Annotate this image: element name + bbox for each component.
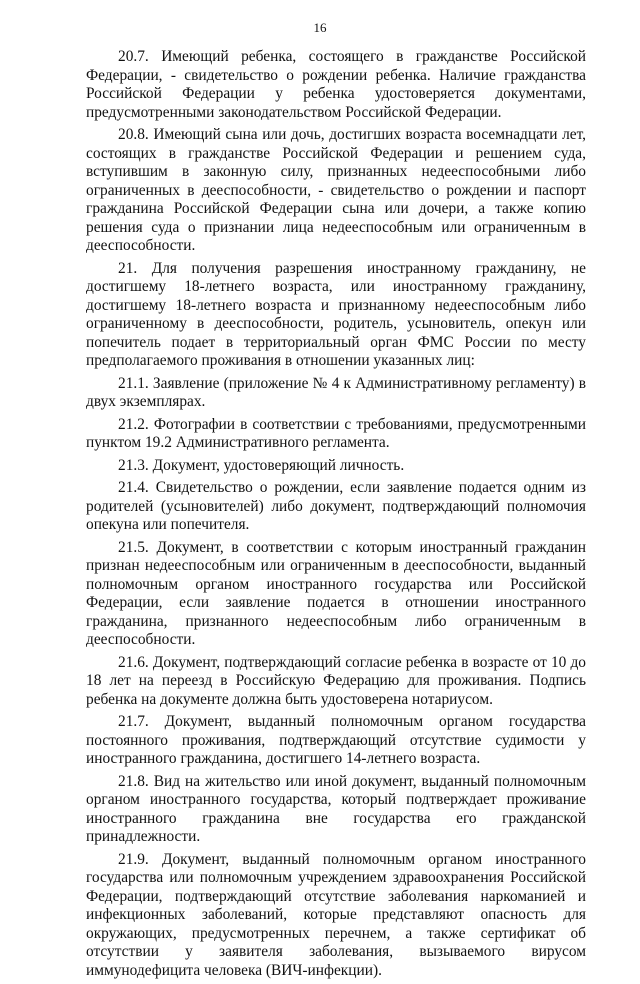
paragraph-20-7: 20.7. Имеющий ребенка, состоящего в гражданстве Российской Федерации, - свидетельство о рождении ребенка. Наличие гражданства Российской Федерации у ребенка удостоверяется документами, предусмотренными законодательством Российской Федерации. [86,48,586,121]
paragraph-21-6: 21.6. Документ, подтверждающий согласие ребенка в возрасте от 10 до 18 лет на переезд в Российскую Федерацию для проживания. Подпись ребенка на документе должна быть удостоверена нотариусом. [86,653,586,708]
paragraph-21-9: 21.9. Документ, выданный полномочным органом иностранного государства или полномочным учреждением здравоохранения Российской Федерации, подтверждающий отсутствие заболевания наркоманией и инфекционных заболеваний, которые представляют опасность для окружающих, предусмотренных перечнем, а также сертификат об отсутствии у заявителя заболевания, вызываемого вирусом иммунодефицита человека (ВИЧ-инфекции). [86,850,586,979]
paragraph-21-3: 21.3. Документ, удостоверяющий личность. [118,456,405,474]
page-number: 16 [313,20,327,35]
document-body [86,48,586,984]
paragraph-20-8: 20.8. Имеющий сына или дочь, достигших возраста восемнадцати лет, состоящих в гражданстве Российской Федерации и решением суда, вступившим в законную силу, признанных недееспособными либо ограниченных в дееспособности, - свидетельство о рождении и паспорт гражданина Российской Федерации сына или дочери, а также копию решения суда о признании лица недееспособным или ограниченным в дееспособности. [86,126,586,254]
paragraph-21-7: 21.7. Документ, выданный полномочным органом государства постоянного проживания, подтверждающий отсутствие судимости у иностранного гражданина, достигшего 14-летнего возраста. [86,713,586,767]
paragraph-21-5: 21.5. Документ, в соответствии с которым иностранный гражданин признан недееспособным или ограниченным в дееспособности, выданный полномочным органом иностранного государства или Российской Федерации, если заявление подается в отношении иностранного гражданина, признанного недееспособным либо ограниченным в дееспособности. [86,538,586,648]
paragraph-21: 21. Для получения разрешения иностранному гражданину, не достигшему 18-летнего возраста, или иностранному гражданину, достигшему 18-летнего возраста и признанному недееспособным либо ограниченному в дееспособности, родитель, усыновитель, опекун или попечитель подает в территориальный орган ФМС России по месту предполагаемого проживания в отношении указанных лиц: [86,259,586,369]
paragraph-21-8: 21.8. Вид на жительство или иной документ, выданный полномочным органом иностранного государства, который подтверждает проживание иностранного гражданина вне государства его гражданской принадлежности. [86,772,586,845]
paragraph-21-1: 21.1. Заявление (приложение № 4 к Административному регламенту) в двух экземплярах. [86,374,586,410]
paragraph-21-2: 21.2. Фотографии в соответствии с требованиями, предусмотренными пунктом 19.2 Административного регламента. [86,415,586,451]
paragraph-21-4: 21.4. Свидетельство о рождении, если заявление подается одним из родителей (усыновителей) либо документ, подтверждающий полномочия опекуна или попечителя. [86,479,586,533]
